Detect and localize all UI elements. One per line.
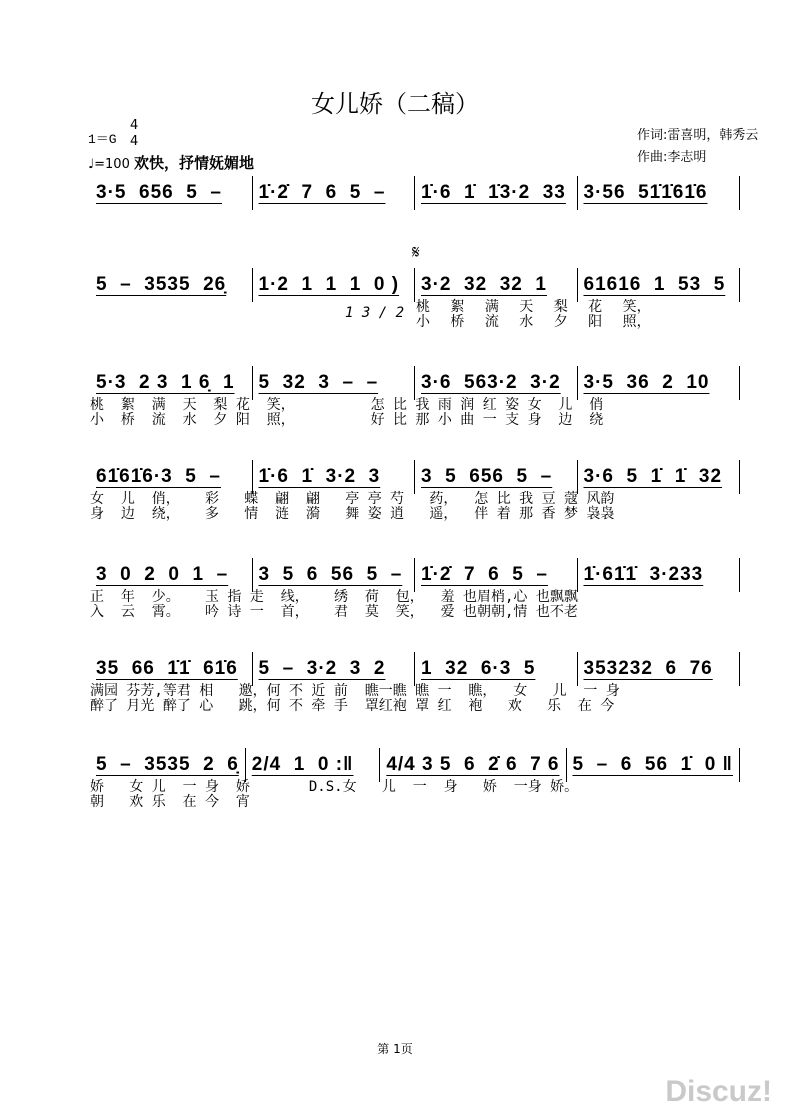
measure: 3 5 6 56 5 – xyxy=(258,564,403,585)
barline xyxy=(739,748,740,782)
measure: 1̇·61̇1̇ 3·233 xyxy=(583,564,704,585)
barline xyxy=(739,268,740,302)
staff-system xyxy=(90,242,740,330)
notes-row xyxy=(90,654,740,684)
composer: 作曲:李志明 xyxy=(637,150,707,165)
measure: 1 32 6·3 5 xyxy=(421,658,536,679)
tempo-marking xyxy=(88,152,254,173)
measure: 2/4 1 0 :‖ xyxy=(251,754,354,775)
lyric-line-2: 入 云 霄。 吟 诗 一 首， 君 莫 笑， 爱 也朝朝,情 也不老 xyxy=(90,604,578,620)
lyric-line-1: 桃 絮 满 天 梨 花 笑， 怎 比 我 雨 润 红 姿 女 儿 俏 xyxy=(90,397,604,413)
notes-row xyxy=(90,368,740,398)
lyric-line-1: 娇 女 儿 一 身 娇 D.S.女 儿 一 身 娇 一身 娇。 xyxy=(90,779,579,795)
measure: 3·2 32 32 1 xyxy=(421,274,547,295)
measure: 4/4 3 5 6 2̇ 6 7 6 xyxy=(386,754,560,775)
staff-system xyxy=(90,560,740,620)
measure: 1̇·2̇ 7 6 5 – xyxy=(258,182,386,203)
watermark-logo: Discuz! xyxy=(665,1075,772,1108)
barline xyxy=(739,558,740,592)
time-signature xyxy=(130,118,138,150)
page-number: 第 1页 xyxy=(377,1042,413,1056)
measure: 3·6 5 1̇ 1̇ 32 xyxy=(583,466,723,487)
notes-row xyxy=(90,270,740,300)
measure: 35 66 1̇1̇ 61̇6 xyxy=(96,658,238,679)
ts-top: 4 xyxy=(130,118,139,133)
measure: 5 – 3·2 3 2 xyxy=(258,658,386,679)
measure: 3 5 656 5 – xyxy=(421,466,553,487)
measure: 3·56 51̇1̇61̇6 xyxy=(583,182,708,203)
measure: 3·6 563·2 3·2 xyxy=(421,372,561,393)
barline xyxy=(739,460,740,494)
tempo-value: ♩=100 xyxy=(88,157,130,172)
notes-row xyxy=(90,462,740,492)
lyricist: 作词:雷喜明，韩秀云 xyxy=(637,128,759,143)
lyric-line-1: 桃 絮 满 天 梨 花 笑， xyxy=(416,299,651,315)
verse-marker: 1 3 / 2 xyxy=(345,305,405,321)
staff-system xyxy=(90,178,740,208)
lyric-line-2: 醉了 月光 醉了 心 跳，何 不 牵 手 罩红袍 罩 红 袍 欢 乐 在 今 xyxy=(90,698,615,714)
staff-system xyxy=(90,654,740,714)
staff-system xyxy=(90,368,740,428)
measure: 1·2 1 1 1 0 ) xyxy=(258,274,400,295)
measure: 1̇·6 1̇ 1̇3·2 33 xyxy=(421,182,566,203)
expression-text: 欢快，抒情妩媚地 xyxy=(133,154,254,172)
notes-row xyxy=(90,560,740,590)
barline xyxy=(739,366,740,400)
staff-system xyxy=(90,750,740,810)
measure: 5·3 2 3 1 6̣ 1 xyxy=(96,372,235,393)
segno-icon: 𝄋 xyxy=(412,242,420,263)
measure: 5 – 3535 26̣ xyxy=(96,274,227,295)
measure: 3 0 2 0 1 – xyxy=(96,564,229,585)
measure: 1̇·6 1̇ 3·2 3 xyxy=(258,466,381,487)
measure: 61616 1 53 5 xyxy=(583,274,726,295)
lyric-line-1: 女 儿 俏， 彩 蝶 翩 翩 亭 亭 芍 药， 怎 比 我 豆 蔻 风韵 xyxy=(90,491,615,507)
staff-system xyxy=(90,462,740,522)
measure: 5 32 3 – – xyxy=(258,372,379,393)
credits xyxy=(637,125,758,169)
barline xyxy=(739,176,740,210)
notes-row xyxy=(90,178,740,208)
measure: 353232 6 76 xyxy=(583,658,713,679)
lyric-line-2: 身 边 绕， 多 情 涟 漪 舞 姿 逍 遥， 伴 着 那 香 梦 袅袅 xyxy=(90,506,615,522)
key-signature: 1＝G xyxy=(88,132,117,147)
measure: 5 – 6 56 1̇ 0 ‖ xyxy=(572,754,733,775)
lyric-line-2: 小 桥 流 水 夕 阳 照， xyxy=(416,314,651,330)
lyric-line-2: 小 桥 流 水 夕 阳 照， 好 比 那 小 曲 一 支 身 边 绕 xyxy=(90,412,604,428)
measure: 5 – 3535 2 6̣ xyxy=(96,754,239,775)
measure: 3·5 36 2 10 xyxy=(583,372,710,393)
measure: 1̇·2̇ 7 6 5 – xyxy=(421,564,548,585)
notes-row xyxy=(90,750,740,780)
song-title: 女儿娇（二稿） xyxy=(311,90,479,118)
barline xyxy=(739,652,740,686)
lyric-line-2: 朝 欢 乐 在 今 宵 xyxy=(90,794,250,810)
measure: 3·5 656 5 – xyxy=(96,182,222,203)
lyric-line-1: 满园 芬芳,等君 相 邀，何 不 近 前 瞧一瞧 瞧 一 瞧， 女 儿 一 身 xyxy=(90,683,620,699)
ts-bottom: 4 xyxy=(130,134,139,149)
measure: 61̇61̇6·3 5 – xyxy=(96,466,221,487)
lyric-line-1: 正 年 少。 玉 指 走 线， 绣 荷 包， 羞 也眉梢,心 也飘飘 xyxy=(90,589,578,605)
